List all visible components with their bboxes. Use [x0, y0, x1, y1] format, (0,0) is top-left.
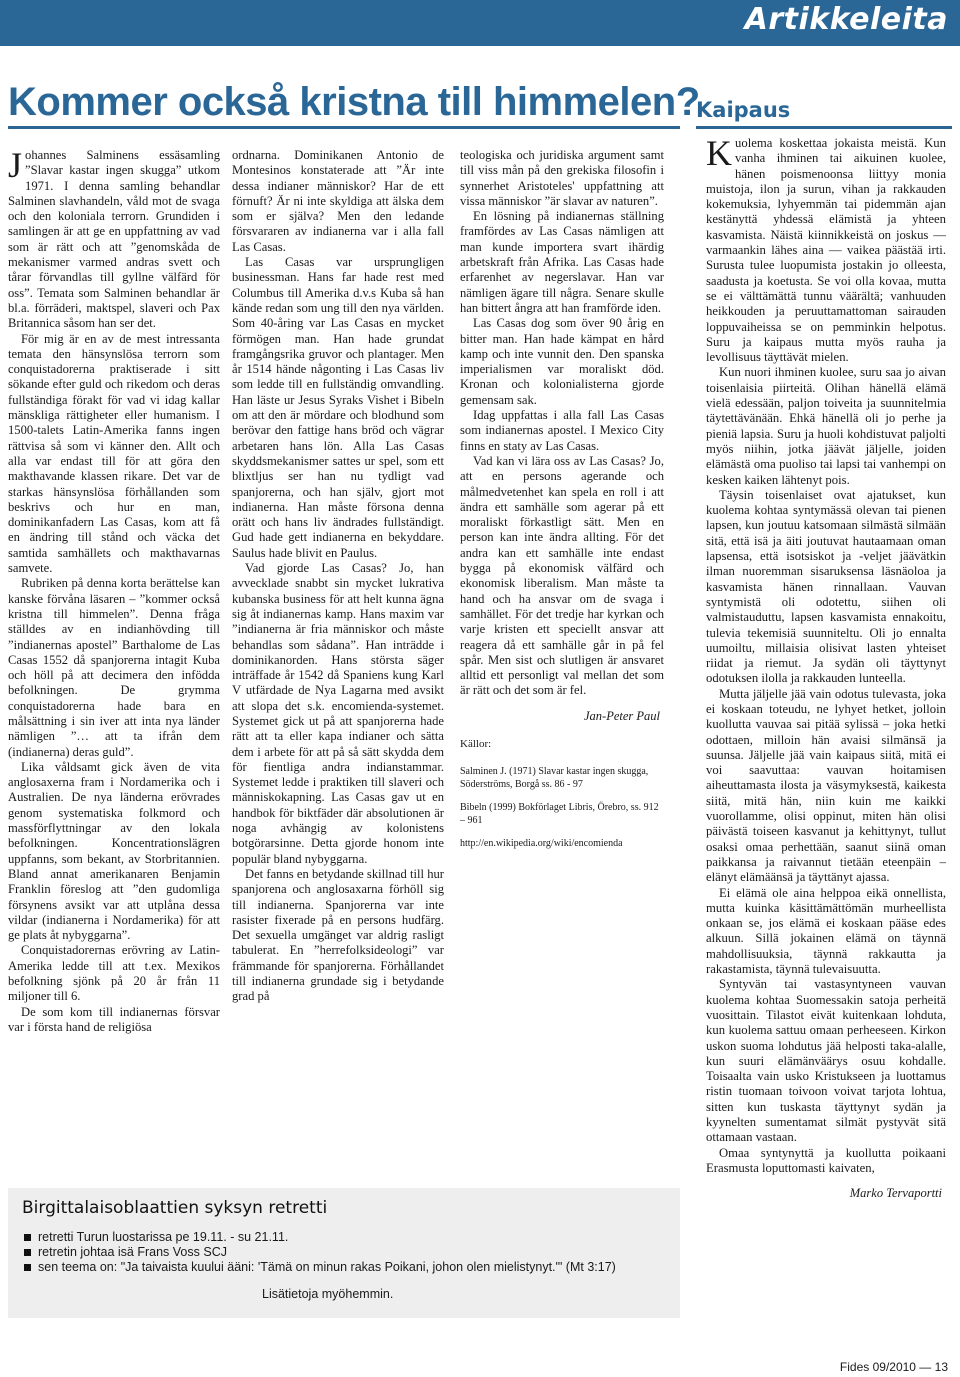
sidebar-paragraph: Ei elämä ole aina helppoa eikä onnellista, mutta kuinka käsittämättömän murheellista onkaan se, jos elämä ei koskaan pääse edes alkuun. Sillä jokainen elämä on täynnä mahdollisuuksia, täynnä rakkautta ja rakastamista, täynnä tulevaisuutta.: [706, 885, 946, 977]
article-paragraph: teologiska och juridiska argument samt till viss mån på den grekiska filosofin i synnerhet Aristoteles' uppfattning att vissa människor ”är slavar av naturen”.: [460, 148, 664, 208]
announcement-title: Birgittalaisoblaattien syksyn retretti: [22, 1198, 328, 1218]
article-paragraph: Idag uppfattas i alla fall Las Casas som indianernas apostel. I Mexico City finns en staty av Las Casas.: [460, 408, 664, 453]
article-paragraph: Conquistadorernas erövring av Latin-Amerika ledde till att t.ex. Mexikos befolkning sjönk på 20 år från 11 miljoner till 6.: [8, 943, 220, 1004]
source-item: Salminen J. (1971) Slavar kastar ingen skugga, Söderströms, Borgå ss. 86 - 97: [460, 765, 649, 790]
sidebar-author: Marko Tervaportti: [849, 1186, 942, 1201]
drop-cap: J: [8, 145, 23, 185]
sidebar-paragraph: Täysin toisenlaiset ovat ajatukset, kun kuolema kohtaa syntymässä olevan tai pienen lapsen, kun joutuu katsomaan silmästä silmään sitä, että isä ja äiti joutuvat hautaamaan oman lapsensa, että isotsiskot ja -veljet jäävätkin ilman nuoremman sisaruksensa läsnäoloa ja kasvamista hänen rinnallaan. Vauvan syntymistä oli odotettu, siihen oli valmistauduttu, lapsen kasvamista ennakoitu, tulevia tekemisiä suunniteltu. Oli jo ennalta uumoiltu, millaisia olisivat lasten yhteiset riidat ja riemut. Ja sydän oli täyttynyt odotuksen ilolla ja rakkauden lunteella.: [706, 487, 946, 686]
announcement-item: sen teema on: "Ja taivaista kuului ääni: 'Tämä on minun rakas Poikani, johon olen mielistynyt.'" (Mt 3:17): [22, 1260, 666, 1275]
article-paragraph: Las Casas dog som över 90 årig en bitter man. Han hade kämpat en hård kamp och inte vunnit den. Den spanska imperialismen var moraliskt död. Kronan och kolonialisterna gjorde gemensam sak.: [460, 316, 664, 407]
article-paragraph: Det fanns en betydande skillnad till hur spanjorena och anglosaxarna förhöll sig till indianerna. Spanjorerna var inte rasister fixerade på en persons hudfärg. Det sexuella umgänget var aldrig rasligt tabulerat. En ”herrefolksideologi” var främmande för spanjorerna. Förhållandet till indianerna grundade sig i betydande grad på: [232, 866, 444, 1004]
sidebar-paragraph: Kuolema koskettaa jokaista meistä. Kun vanha ihminen tai aikuinen kuolee, hänen poismenoonsa liittyy monia muistoja, ilon ja surun, vihan ja rakkauden kokemuksia, lyhyemmän tai pidemmän ajan kestänyttä yhdessä elämistä ja yhteen kasvamista. Näistä kiinnikkeistä on joskus — varmaankin lähes aina — vaikea päästää irti. Surusta tulee luopumista jostakin jo olleesta, saadusta ja koetusta. Se voi olla kovaa, mutta se ei välttämättä tunnu väärältä; vanhuuden heikkouden ja peruuttamattoman sairauden loppuvaiheissa se on pemminkin helpotus. Suru ja kaipaus mutta myös rauha ja levollisuus täyttävät mielen.: [706, 133, 946, 365]
sidebar-column: [706, 133, 946, 1215]
article-column-1: [8, 145, 220, 1035]
sources-label: Källor:: [460, 737, 492, 750]
article-column-2: [232, 148, 444, 1005]
drop-cap: K: [706, 133, 732, 173]
announcement-box: [8, 1188, 680, 1318]
article-headline: Kommer också kristna till himmelen?: [8, 80, 700, 124]
sidebar-paragraph: Kun nuori ihminen kuolee, suru saa jo aivan toisenlaisia piirteitä. Olihan hänellä elämä vielä edessään, paljon toiveita ja suunnitelmia täytettävänään. Ehkä hänellä oli jo perhe ja pieniä lapsia. Suru ja huoli kohdistuvat paljolti myös niihin, jotka jäävät jäljelle, joiden elämästä oma puoliso tai lapsi tai vanhempi on kesken kaiken lähtenyt pois.: [706, 365, 946, 487]
sidebar-paragraph: Syntyvän tai vastasyntyneen vauvan kuolema kohtaa Suomessakin satoja perheitä vuosittain. Tilastot eivät kuitenkaan lohduta, kun kuolema sattuu omaan perheeseen. Kirkon uskon suoma lohdutus jää helposti taka-alalle, kun suuri elämänväärys osuu kohdalle. Toisaalta vain usko Kristukseen ja luottamus ristin tuomaan toivoon voivat tarjota lohtua, sitten kun tuskasta täyttynyt sydän ja kyynelten sumentamat silmät pystyvät sitä ottamaan vastaan.: [706, 977, 946, 1145]
section-title: Artikkeleita: [744, 2, 948, 37]
section-banner: [0, 0, 960, 46]
announcement-item: retretin johtaa isä Frans Voss SCJ: [22, 1245, 666, 1260]
sources-list: [460, 738, 664, 850]
source-link[interactable]: http://en.wikipedia.org/wiki/encomienda: [460, 837, 623, 849]
headline-rule: [8, 126, 680, 129]
article-paragraph: Vad kan vi lära oss av Las Casas? Jo, att en persons agerande och målmedvetenhet kan spela en roll i att ändra ett samhälle som agerar på ett moraliskt förkastligt sätt. Men en person kan inte ändra allting. För det andra kan ett samhälle inte endast bygga på ekonomisk välfärd och ekonomisk liberalism. Man måste ta hand och ha ansvar om de svaga i samhället. För det tredje har kyrkan och varje kristen ett speciellt ansvar att reagera då ett samhälle går in på fel spår. Men sist och slutligen är ansvaret alltid ett personligt val mellan det som är rätt och det som är fel.: [460, 453, 664, 698]
article-paragraph: En lösning på indianernas ställning framfördes av Las Casas nämligen att man kunde importera svart ihärdig arbetskraft från Afrika. Las Casas hade erfarenhet av negerslavar. Han var nämligen ägare till några. Senare skulle han bittert ångra att han framförde iden.: [460, 209, 664, 315]
sidebar-rule: [696, 126, 952, 129]
sidebar-heading: Kaipaus: [696, 98, 791, 122]
sidebar-paragraph: Mutta jäljelle jää vain odotus tulevasta, joka ei koskaan toteudu, ne lyhyet hetket, jolloin kuollutta vauvaa sai pitää sylissä – joka hetki odottaen, milloin hän avaisi silmänsä ja suunsa. Jäljelle jää vain kaipaus siitä, mitä ei voi saavuttaa: vauvan hoitamisen aiheuttamasta ilosta ja väsymyksestä, kaikesta siitä, mitä hän, niin kuin me kaikki vuorollamme, olisi oppinut, miten hän olisi päivästä toiseen kasvanut ja kehittynyt, tullut osaksi omaa perhettään, saanut siinä oman paikkansa ja raivannut tietään eteenpäin – elänyt elämäänsä ja täyttänyt ajassa.: [706, 686, 946, 885]
article-paragraph: ordnarna. Dominikanen Antonio de Montesinos konstaterade att ”Är inte dessa indianer människor? Har de ett förnuft? Är ni inte skyldiga att älska dem som er själva? Men den ledande försvararen av indianerna var i alla fall Las Casas.: [232, 148, 444, 254]
page-footer: Fides 09/2010 — 13: [839, 1360, 948, 1374]
article-paragraph: För mig är en av de mest intressanta temata den hänsynslösa terrorn som conquistadorerna praktiserade i sitt sökande efter guld och rikedom och deras fullständiga förakt för vad vi idag kallar mänskliga rättigheter eller humanism. I 1500-talets Latin-Amerika fanns ingen rättvisa så som vi känner den. Allt och alla var endast till för att göra den makthavande klassen rikare. Det var de starkas hänsynslösa förhållanden som beskrivs och hur en man, dominikanfadern Las Casas, kom att få en ändring till stånd och väcka det samtida samhällets och makthavarnas samvete.: [8, 331, 220, 576]
article-paragraph: Vad gjorde Las Casas? Jo, han avvecklade snabbt sin mycket lukrativa kubanska business för att helt kunna ägna sig åt indianernas kamp. Hans maxim var ”indianerna är fria människor och måste behandlas som sådana”. Han inträdde i dominikanorden. Hans största säger inträffade år 1542 då Spaniens kung Karl V utfärdade de Nya Lagarna med avsikt att slopa det s.k. encomienda-systemet. Systemet gick ut på att spanjorerna hade rätt att ta eller kapa indianer och sätta dem i arbete för att på så sätt skydda dem för fientliga andra indianstammar. Systemet ledde i praktiken till slaveri och människokapning. Las Casas gav ut en handbok för biktfäder där absolutionen är noga avhängig av kolonistens botgörarsinne. Detta gjorde honom inte populär bland nybyggarna.: [232, 561, 444, 866]
article-paragraph: De som kom till indianernas försvar var i första hand de religiösa: [8, 1004, 220, 1034]
announcement-more-info: Lisätietoja myöhemmin.: [262, 1287, 394, 1301]
article-paragraph: Rubriken på denna korta berättelse kan kanske förvåna läsaren – ”kommer också kristna till himmelen”. Denna fråga ställdes av en indianhövding till ”indianernas apostel” Barthalome de Las Casas 1552 då spanjorerna intagit Kuba och höll på att decimera den infödda befolkningen. De grymma conquistadorerna hade bara en målsättning i sin iver att inta nya länder nämligen ”… att ta ifrån dem (indianerna) deras guld”.: [8, 576, 220, 759]
article-paragraph: Johannes Salminens essäsamling ”Slavar kastar ingen skugga” utkom 1971. I denna samling behandlar Salminen slavhandeln, våld mot de svaga och den koloniala terrorn. Grundiden i samlingen är att ge en uppfattning av vad som är rätt och att ”genomskåda de mekanismer varmed andras svett och tårar förvandlas till gyllne välfärd för oss”. Temata som Salminen behandlar är bl.a. förräderi, maktspel, slaveri och Pax Britannica såsom han ser det.: [8, 145, 220, 331]
article-paragraph: Lika våldsamt gick även de vita anglosaxerna fram i Nordamerika och i Australien. De nya länderna erövrades genom systematiska folkmord och massförflyttningar av den lokala befolkningen. Koncentrationslägren uppfanns, som bekant, av Storbritannien. Bland annat amerikanaren Benjamin Franklin föreslog att ”den gudomliga försynens avsikt var att utplåna dessa vildar (indianerna i Nordamerika) för att ge plats åt nybyggarna”.: [8, 759, 220, 943]
announcement-list: [22, 1230, 666, 1275]
sidebar-paragraph: Omaa syntynyttä ja kuollutta poikaani Erasmusta loputtomasti kaivaten,: [706, 1145, 946, 1175]
article-paragraph: Las Casas var ursprungligen businessman. Hans far hade rest med Columbus till Amerika d.v.s Kuba så han kände redan som ung till den nya världen. Som 40-åring var Las Casas en mycket förmögen man. Han hade grundat framgångsrika gruvor och plantager. Men år 1514 hände någonting i Las Casas liv som ledde till en fullständig omvandling. Han läste ur Jesus Syraks Vishet i Bibeln om att den är mördare och blodhund som berövar den fattige hans bröd och vägrar arbetaren hans lön. Alla Las Casas skyddsmekanismer sattes ur spel, som ett blixtljus ser han nu tydligt vad spanjorerna, och han själv, gjort mot indianerna. Han måste försona denna orätt och hans liv ändrades fullständigt. Gud hade gett indianerna en bekyddare. Saulus hade blivit en Paulus.: [232, 255, 444, 560]
announcement-item: retretti Turun luostarissa pe 19.11. - su 21.11.: [22, 1230, 666, 1245]
article-column-3: [460, 148, 664, 860]
source-item: Bibeln (1999) Bokförlaget Libris, Örebro, ss. 912 – 961: [460, 801, 659, 826]
article-author: Jan-Peter Paul: [583, 708, 660, 723]
